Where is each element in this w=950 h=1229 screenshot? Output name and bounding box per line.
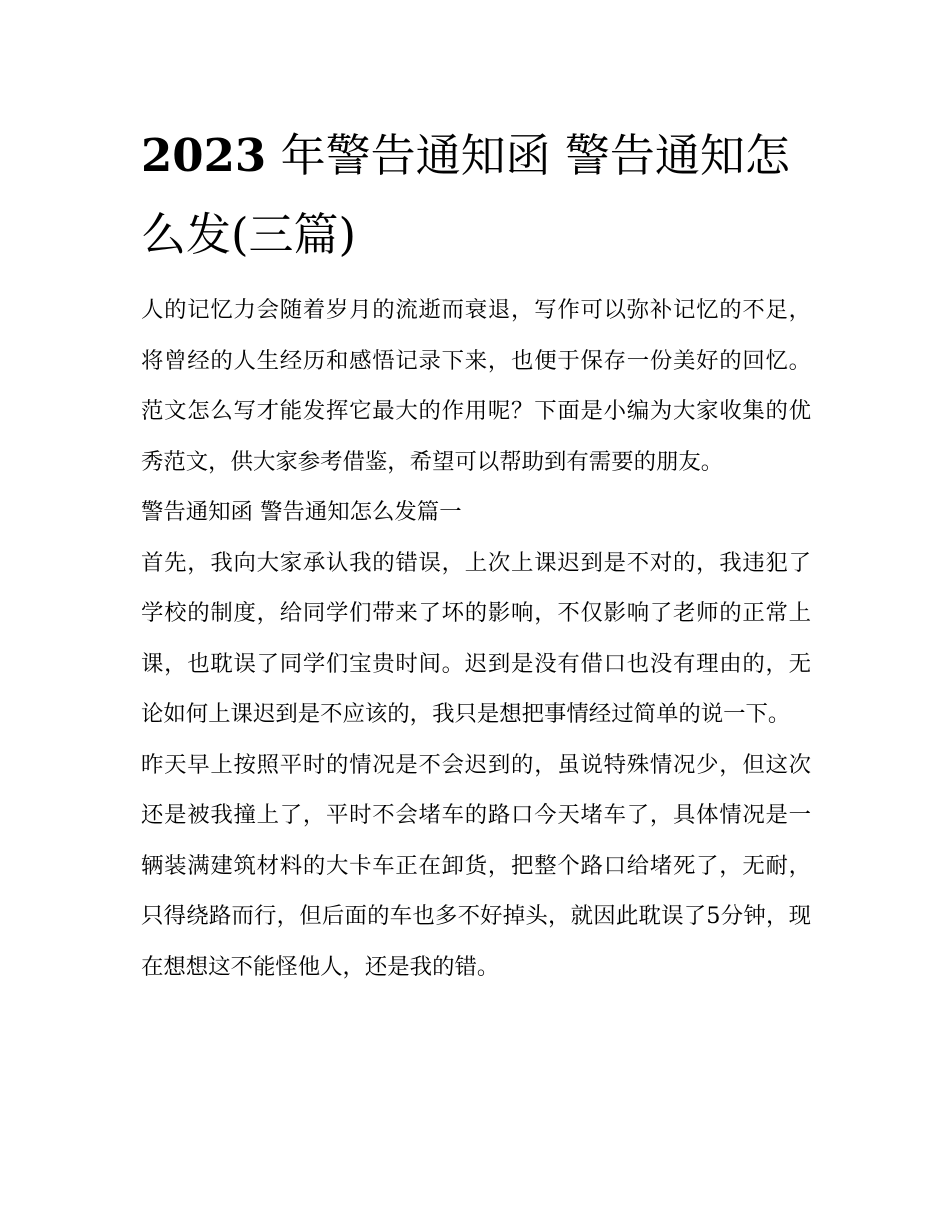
section-heading: 警告通知函 警告通知怎么发篇一 [141, 499, 462, 525]
body-paragraph: 首先，我向大家承认我的错误，上次上课迟到是不对的，我违犯了学校的制度，给同学们带来了坏的影响，不仅影响了老师的正常上课，也耽误了同学们宝贵时间。迟到是没有借口也没有理由的，无论如何上课迟到是不应该的，我只是想把事情经过简单的说一下。 [141, 549, 811, 727]
document-title [141, 116, 811, 274]
document-body [141, 116, 811, 992]
title-text: 年警告通知函 警告通知怎么发(三篇) [141, 129, 790, 261]
title-year: 2023 [141, 129, 267, 182]
body-paragraph: 昨天早上按照平时的情况是不会迟到的，虽说特殊情况少，但这次还是被我撞上了，平时不会堵车的路口今天堵车了，具体情况是一辆装满建筑材料的大卡车正在卸货，把整个路口给堵死了，无耐，只得绕路而行，但后面的车也多不好掉头，就因此耽误了5分钟，现在想想这不能怪他人，还是我的错。 [141, 751, 811, 980]
intro-paragraph: 人的记忆力会随着岁月的流逝而衰退，写作可以弥补记忆的不足，将曾经的人生经历和感悟记录下来，也便于保存一份美好的回忆。范文怎么写才能发挥它最大的作用呢？下面是小编为大家收集的优秀范文，供大家参考借鉴，希望可以帮助到有需要的朋友。 [141, 297, 811, 475]
